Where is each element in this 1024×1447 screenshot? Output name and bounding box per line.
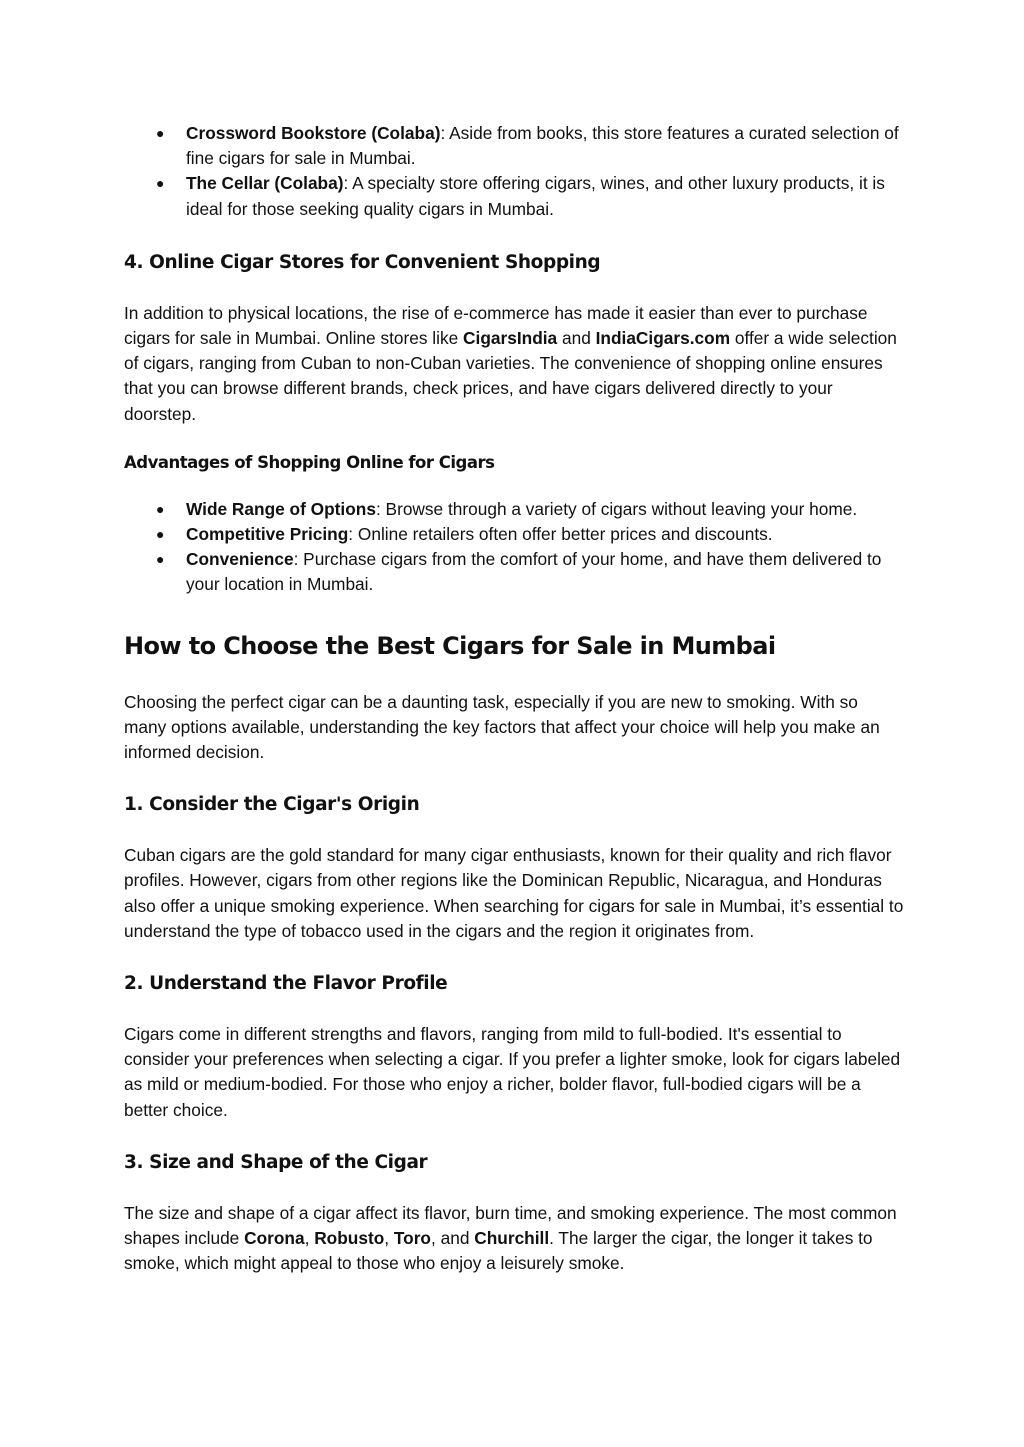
list-item	[124, 497, 904, 522]
advantage-name: Wide Range of Options	[186, 498, 376, 519]
online-stores-heading: 4. Online Cigar Stores for Convenient Shopping	[124, 251, 601, 273]
stores-list	[124, 121, 904, 222]
store-description: : Aside from books, this store features a curated selection of fine cigars for sale in Mumbai.	[186, 123, 899, 169]
shape-corona: Corona	[244, 1228, 305, 1249]
shape-toro: Toro	[393, 1228, 431, 1249]
origin-heading: 1. Consider the Cigar's Origin	[124, 794, 420, 816]
shape-robusto: Robusto	[314, 1228, 385, 1249]
bullet-icon: ●	[156, 500, 165, 517]
list-item	[124, 171, 904, 221]
choose-intro: Choosing the perfect cigar can be a daunting task, especially if you are new to smoking. With so many options available, understanding the key factors that affect your choice will help you make an informed decision.	[124, 691, 880, 763]
bullet-icon: ●	[156, 551, 165, 568]
shape-churchill: Churchill	[474, 1228, 550, 1249]
bullet-icon: ●	[156, 125, 165, 141]
flavor-heading: 2. Understand the Flavor Profile	[124, 973, 448, 995]
origin-paragraph: Cuban cigars are the gold standard for many cigar enthusiasts, known for their quality and rich flavor profiles. However, cigars from other regions like the Dominican Republic, Nicaragua, and Honduras also offer a unique smoking experience. When searching for cigars for sale in Mumbai, it’s essential to understand the type of tobacco used in the cigars and the region it originates from.	[124, 845, 904, 941]
advantage-description: : Online retailers often offer better prices and discounts.	[348, 524, 773, 545]
advantages-heading: Advantages of Shopping Online for Cigars	[124, 452, 495, 472]
store-name: The Cellar (Colaba)	[186, 173, 344, 194]
list-item	[124, 522, 904, 547]
store-indiacigars: IndiaCigars.com	[595, 328, 731, 349]
advantage-description: : Purchase cigars from the comfort of your home, and have them delivered to your location in Mumbai.	[186, 549, 882, 595]
advantage-name: Competitive Pricing	[186, 524, 349, 545]
bullet-icon: ●	[156, 526, 165, 543]
advantage-description: : Browse through a variety of cigars without leaving your home.	[375, 498, 858, 519]
store-name: Crossword Bookstore (Colaba)	[186, 123, 441, 143]
size-paragraph: The size and shape of a cigar affect its flavor, burn time, and smoking experience. The most common shapes include Corona, Robusto, Toro, and Churchill. The larger the cigar, the longer it takes to smoke, which might appeal to those who enjoy a leisurely smoke.	[124, 1202, 897, 1274]
choose-heading: How to Choose the Best Cigars for Sale in Mumbai	[124, 631, 776, 660]
size-heading: 3. Size and Shape of the Cigar	[124, 1151, 428, 1173]
store-description: : A specialty store offering cigars, wines, and other luxury products, it is ideal for those seeking quality cigars in Mumbai.	[186, 173, 885, 219]
flavor-paragraph: Cigars come in different strengths and flavors, ranging from mild to full-bodied. It's essential to consider your preferences when selecting a cigar. If you prefer a lighter smoke, look for cigars labeled as mild or medium-bodied. For those who enjoy a richer, bolder flavor, full-bodied cigars will be a better choice.	[124, 1024, 901, 1120]
list-item	[124, 121, 904, 171]
document-page	[124, 121, 904, 1276]
advantages-list	[124, 497, 904, 598]
online-stores-paragraph: In addition to physical locations, the rise of e-commerce has made it easier than ever to purchase cigars for sale in Mumbai. Online stores like CigarsIndia and IndiaCigars.com offer a wide selection of cigars, ranging from Cuban to non-Cuban varieties. The convenience of shopping online ensures that you can browse different brands, check prices, and have cigars delivered directly to your doorstep.	[124, 302, 897, 424]
store-cigarsindia: CigarsIndia	[463, 328, 558, 349]
advantage-name: Convenience	[186, 549, 294, 570]
bullet-icon: ●	[156, 175, 165, 192]
list-item	[124, 547, 904, 597]
